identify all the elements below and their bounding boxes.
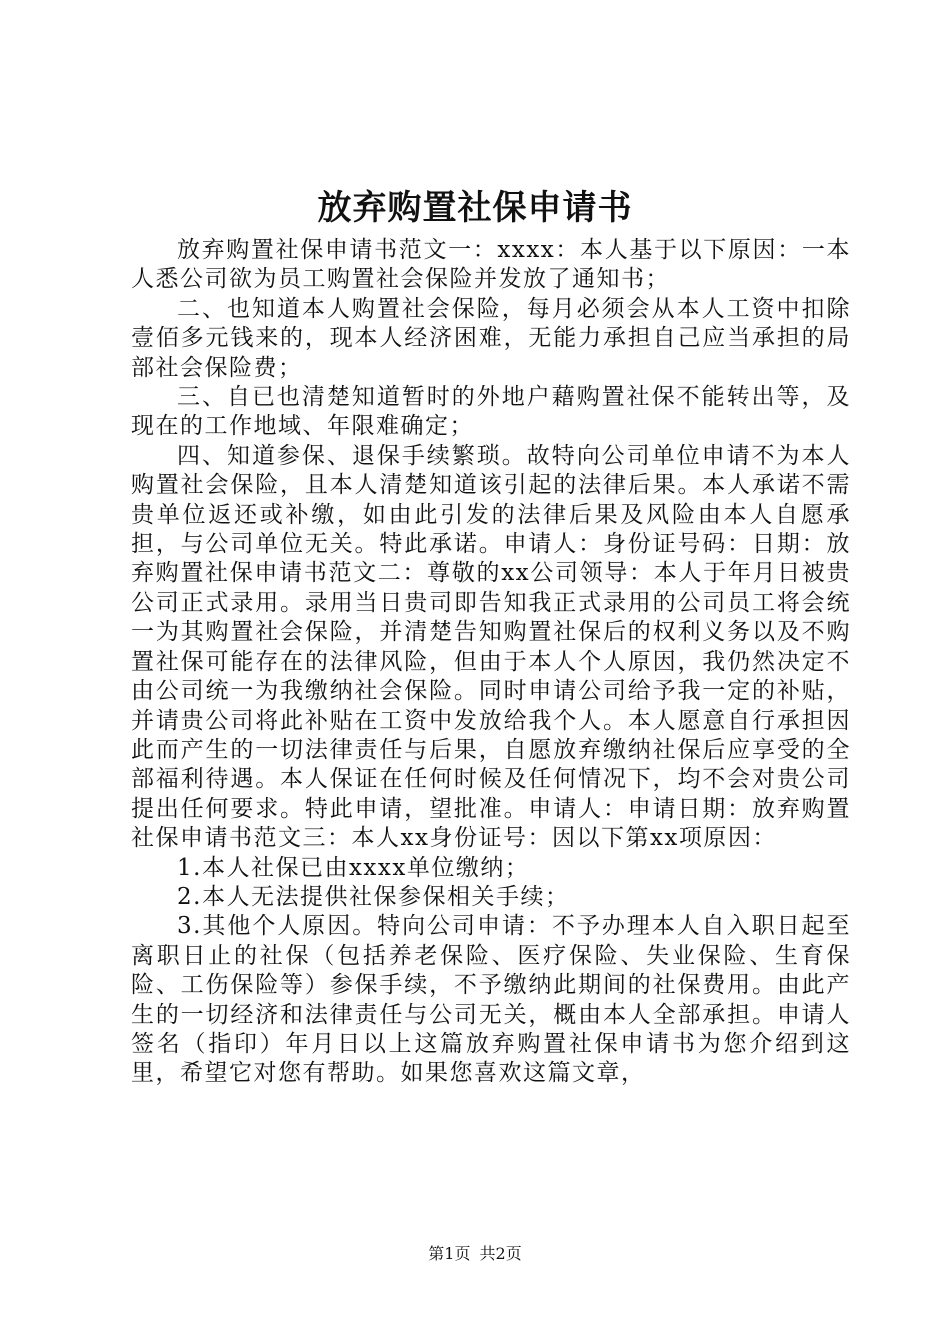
document-title: 放弃购置社保申请书 bbox=[317, 188, 633, 228]
document-body bbox=[131, 236, 851, 1089]
paragraph-item-1: 1.本人社保已由xxxx单位缴纳； bbox=[177, 854, 530, 881]
paragraph-intro: 放弃购置社保申请书范文一：xxxx：本人基于以下原因：一本人悉公司欲为员工购置社会保险并发放了通知书； bbox=[131, 237, 851, 293]
paragraph-item-3: 3.其他个人原因。特向公司申请：不予办理本人自入职日起至离职日止的社保（包括养老保险、医疗保险、失业保险、生育保险、工伤保险等）参保手续，不予缴纳此期间的社保费用。由此产生的一切经济和法律责任与公司无关，概由本人全部承担。申请人签名（指印）年月日以上这篇放弃购置社保申请书为您介绍到这里，希望它对您有帮助。如果您喜欢这篇文章， bbox=[131, 913, 851, 1087]
page-footer bbox=[0, 1243, 950, 1265]
page-total: 共2页 bbox=[479, 1244, 522, 1263]
paragraph-reason-3: 三、自已也清楚知道暂时的外地户藉购置社保不能转出等，及现在的工作地域、年限难确定； bbox=[131, 384, 851, 440]
paragraph-reason-2: 二、也知道本人购置社会保险，每月必须会从本人工资中扣除壹佰多元钱来的，现本人经济困难，无能力承担自己应当承担的局部社会保险费； bbox=[131, 295, 851, 381]
page-number: 第1页 bbox=[428, 1244, 471, 1263]
paragraph-item-2: 2.本人无法提供社保参保相关手续； bbox=[177, 883, 570, 910]
paragraph-reason-4: 四、知道参保、退保手续繁琐。故特向公司单位申请不为本人购置社会保险，且本人清楚知道该引起的法律后果。本人承诺不需贵单位返还或补缴，如由此引发的法律后果及风险由本人自愿承担，与公司单位无关。特此承诺。申请人：身份证号码：日期：放弃购置社保申请书范文二：尊敬的xx公司领导：本人于年月日被贵公司正式录用。录用当日贵司即告知我正式录用的公司员工将会统一为其购置社会保险，并清楚告知购置社保后的权利义务以及不购置社保可能存在的法律风险，但由于本人个人原因，我仍然决定不由公司统一为我缴纳社会保险。同时申请公司给予我一定的补贴，并请贵公司将此补贴在工资中发放给我个人。本人愿意自行承担因此而产生的一切法律责任与后果，自愿放弃缴纳社保后应享受的全部福利待遇。本人保证在任何时候及任何情况下，均不会对贵公司提出任何要求。特此申请，望批准。申请人：申请日期：放弃购置社保申请书范文三：本人xx身份证号：因以下第xx项原因： bbox=[131, 442, 851, 852]
